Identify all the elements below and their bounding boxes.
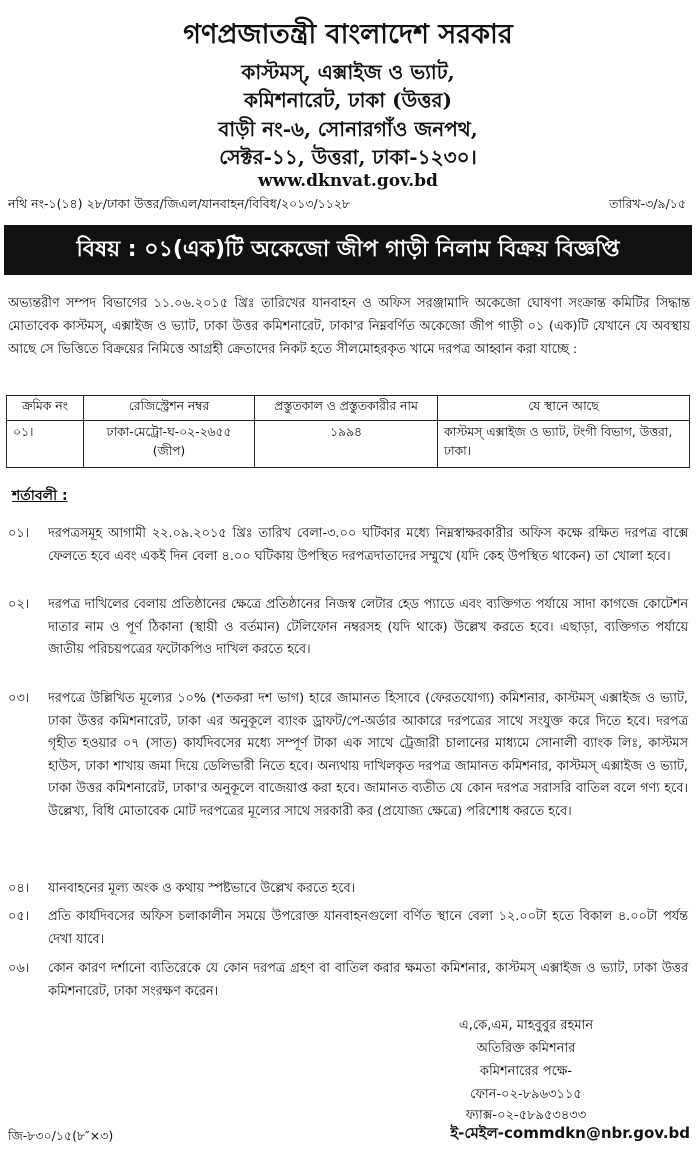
signatory-on-behalf: কমিশনারের পক্ষে- (479, 1064, 573, 1079)
print-code: জি-৮৩০/১৫(৮″×৩) (8, 1128, 114, 1143)
condition-item (8, 906, 688, 951)
address-line-1: বাড়ী নং-৬, সোনারগাঁও জনপথ, (218, 117, 478, 141)
cell-year: ১৯৯৪ (255, 421, 438, 468)
col-location: যে স্থানে আছে (438, 396, 690, 421)
col-serial: ক্রমিক নং (7, 396, 84, 421)
col-registration: রেজিস্ট্রেশন নম্বর (84, 396, 255, 421)
condition-number: ০৪। (8, 881, 30, 896)
notice-date: তারিখ-৩/৯/১৫ (608, 196, 686, 211)
table-header-row (7, 396, 690, 421)
condition-text: কোন কারণ দর্শানো ব্যতিরেকে যে কোন দরপত্র গ্রহণ বা বাতিল করার ক্ষমতা কমিশনার, কাস্টমস্‌ এক্সাইজ ও ভ্যাট, ঢাকা উত্তর কমিশনারেট, ঢাকা সংরক্ষণ করেন। (48, 961, 688, 999)
condition-text: দরপত্রসমূহ আগামী ২২.০৯.২০১৫ খ্রিঃ তারিখ বেলা-৩.০০ ঘটিকার মধ্যে নিম্নস্বাক্ষরকারীর অফিস কক্ষে রক্ষিত দরপত্র বাক্সে ফেলতে হবে এবং একই দিন বেলা ৪.০০ ঘটিকায় উপস্থিত দরপত্রদাতাদের সম্মুখে (যদি কেহ উপস্থিত থাকেন) তা খোলা হবে। (48, 526, 688, 564)
govt-title: গণপ্রজাতন্ত্রী বাংলাদেশ সরকার (183, 19, 513, 50)
address-line-2: সেক্টর-১১, উত্তরা, ঢাকা-১২৩০। (219, 145, 477, 169)
condition-number: ০৬। (8, 961, 30, 976)
signatory-designation: অতিরিক্ত কমিশনার (476, 1041, 576, 1056)
signatory-fax: ফ্যাক্স-০২-৫৮৯৫৩৪৩৩ (465, 1108, 587, 1123)
signatory-email: ই-মেইল-commdkn@nbr.gov.bd (450, 1124, 690, 1142)
cell-location: কাস্টমস্‌ এক্সাইজ ও ভ্যাট, টংগী বিভাগ, উত্তরা, ঢাকা। (438, 421, 690, 468)
office-line-2: কমিশনারেট, ঢাকা (উত্তর) (244, 88, 452, 112)
condition-text: প্রতি কার্যদিবসের অফিস চলাকালীন সময়ে উপরোক্ত যানবাহনগুলো বর্ণিত স্থানে বেলা ১২.০০টা হতে বিকাল ৪.০০টা পর্যন্ত দেখা যাবে। (48, 909, 688, 947)
cell-serial: ০১। (7, 421, 84, 468)
condition-item (8, 688, 688, 823)
office-line-1: কাস্টমস্‌, এক্সাইজ ও ভ্যাট, (241, 60, 455, 84)
condition-number: ০৩। (8, 691, 30, 706)
condition-text: দরপত্রে উল্লিখিত মূল্যের ১০% (শতকরা দশ ভাগ) হারে জামানত হিসাবে (ফেরতযোগ্য) কমিশনার, কাস্টমস্‌ এক্সাইজ ও ভ্যাট, ঢাকা উত্তর কমিশনারেট, ঢাকা এর অনুকূলে ব্যাংক ড্রাফট/পে-অর্ডার আকারে দরপত্রের সাথে সংযুক্ত করে দিতে হবে। দরপত্র গৃহীত হওয়ার ০৭ (সাত) কার্যদিবসের মধ্যে সম্পূর্ণ টাকা এক সাথে ট্রেজারী চালানের মাধ্যমে সোনালী ব্যাংক লিঃ, কাস্টমস হাউস, ঢাকা শাখায় জমা দিয়ে ডেলিভারী নিতে হবে। অন্যথায় দাখিলকৃত দরপত্র জামানত কমিশনার, কাস্টমস্‌ এক্সাইজ ও ভ্যাট, ঢাকা উত্তর কমিশনারেট, ঢাকা'র অনুকূলে বাজেয়াপ্ত করা হবে। জামানত ব্যতীত যে কোন দরপত্র সরাসরি বাতিল বলে গণ্য হবে। উল্লেখ্য, বিধি মোতাবেক মোট দরপত্রের মূল্যের সাথে সরকারী কর (প্রযোজ্য ক্ষেত্রে) পরিশোধ করতে হবে। (48, 691, 688, 819)
condition-text: দরপত্র দাখিলের বেলায় প্রতিষ্ঠানের ক্ষেত্রে প্রতিষ্ঠানের নিজস্ব লেটার হেড প্যাডে এবং ব্যক্তিগত পর্যায়ে সাদা কাগজে কোটেশন দাতার নাম ও পূর্ণ ঠিকানা (স্থায়ী ও বর্তমান) টেলিফোন নম্বরসহ (যদি থাকে) উল্লেখ করতে হবে। এছাড়া, ব্যক্তিগত পর্যায়ে জাতীয় পরিচয়পত্রের ফটোকপিও দাখিল করতে হবে। (48, 597, 688, 657)
subject-banner: বিষয় : ০১(এক)টি অকেজো জীপ গাড়ী নিলাম বিক্রয় বিজ্ঞপ্তি (4, 225, 692, 275)
condition-number: ০১। (8, 526, 30, 541)
signatory-name: এ,কে,এম, মাহবুবুর রহমান (458, 1018, 594, 1033)
website: www.dknvat.gov.bd (258, 171, 438, 191)
cell-registration: ঢাকা-মেট্রো-ঘ-০২-২৬৫৫ (জীপ) (84, 421, 255, 468)
condition-item (8, 594, 688, 662)
file-number: নথি নং-১(১৪) ২৮/ঢাকা উত্তর/জিএল/যানবাহন/বিবিধ/২০১৩/১১২৮ (8, 196, 351, 211)
condition-number: ০৫। (8, 909, 30, 924)
signatory-phone: ফোন-০২-৮৯৬৩১১৫ (470, 1087, 582, 1102)
condition-item (8, 958, 688, 1003)
condition-item (8, 878, 688, 901)
condition-item (8, 523, 688, 568)
condition-text: যানবাহনের মূল্য অংক ও কথায় স্পষ্টভাবে উল্লেখ করতে হবে। (48, 881, 356, 896)
table-row (7, 421, 690, 468)
condition-number: ০২। (8, 597, 30, 612)
col-year-maker: প্রস্তুতকাল ও প্রস্তুতকারীর নাম (255, 396, 438, 421)
vehicle-table (6, 395, 690, 468)
conditions-title: শর্তাবলী : (12, 488, 68, 504)
intro-paragraph: অভ্যন্তরীণ সম্পদ বিভাগের ১১.০৬.২০১৫ খ্রিঃ তারিখের যানবাহন ও অফিস সরঞ্জামাদি অকেজো ঘোষণা সংক্রান্ত কমিটির সিদ্ধান্ত মোতাবেক কাস্টমস্‌, এক্সাইজ ও ভ্যাট, ঢাকা উত্তর কমিশনারেট, ঢাকা'র নিম্নবর্ণিত অকেজো জীপ গাড়ী ০১ (এক)টি যেখানে যে অবস্থায় আছে সে ভিত্তিতে বিক্রয়ের নিমিত্তে আগ্রহী ক্রেতাদের নিকট হতে সীলমোহরকৃত খামে দরপত্র আহ্বান করা যাচ্ছে : (8, 296, 690, 357)
